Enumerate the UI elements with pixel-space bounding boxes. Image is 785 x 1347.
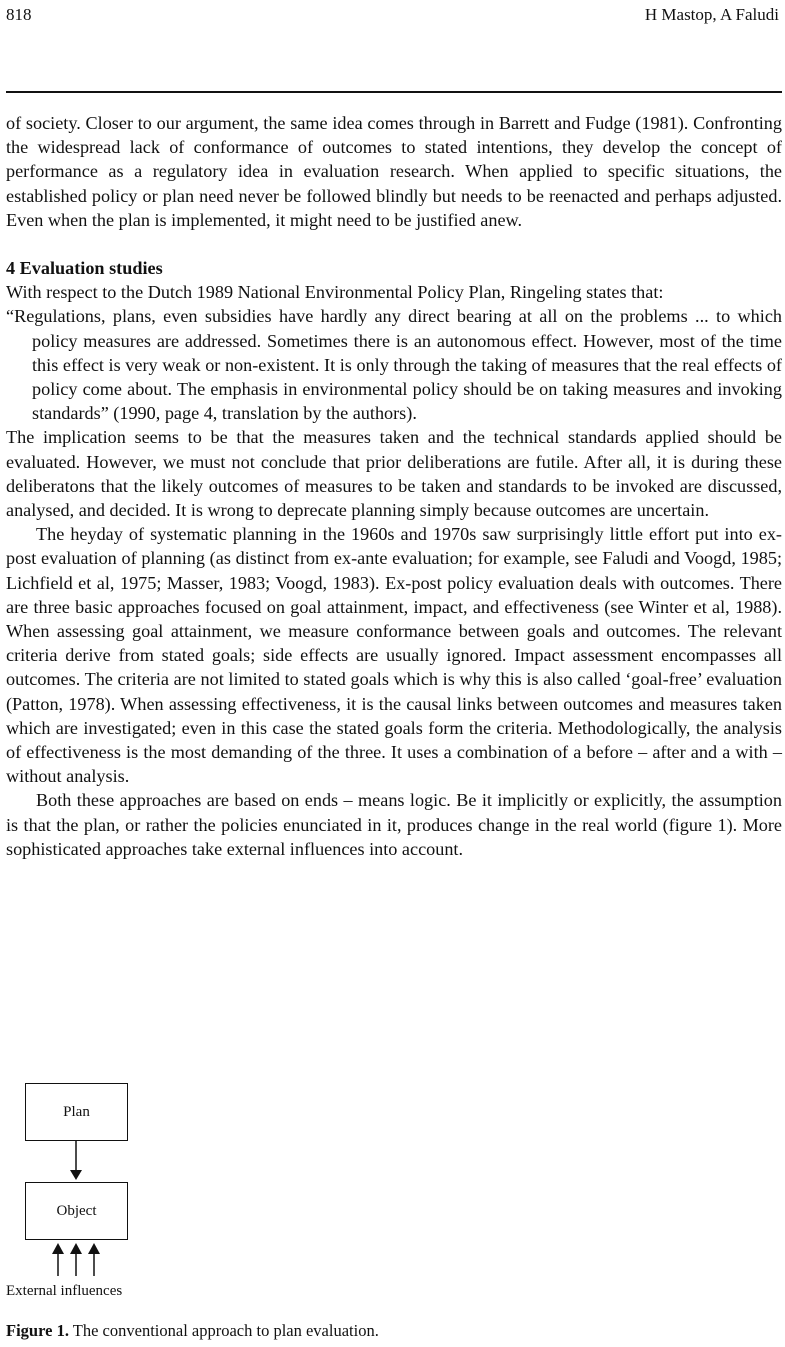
paragraph-continuation: of society. Closer to our argument, the same idea comes through in Barrett and Fudge (1981). Confronting the widespread lack of conformance of outcomes to stated intentions, they develop the concept of performance as a regulatory idea in evaluation research. When applied to specific situations, the established policy or plan need never be followed blindly but needs to be reenacted and perhaps adjusted. Even when the plan is implemented, it might need to be justified anew.: [6, 113, 782, 230]
external-arrow-3-head: [88, 1243, 100, 1254]
section-heading: 4 Evaluation studies: [6, 258, 163, 279]
running-head-authors: H Mastop, A Faludi: [644, 5, 779, 24]
external-arrow-1-head: [52, 1243, 64, 1254]
plan-box-label: Plan: [63, 1103, 90, 1120]
paragraph-heyday: The heyday of systematic planning in the 1960s and 1970s saw surprisingly little effort put into ex-post evaluation of planning (as distinct from ex-ante evaluation; for example, see Faludi and Voogd, 1985; Lichfield et al, 1975; Masser, 1983; Voogd, 1983). Ex-post policy evaluation deals with outcomes. There are three basic approaches focused on goal attainment, impact, and effectiveness (see Winter et al, 1988). When assessing goal attainment, we measure conformance between goals and outcomes. The relevant criteria derive from stated goals; side effects are usually ignored. Impact assessment encompasses all outcomes. The criteria are not limited to stated goals which is why this is also called ‘goal-free’ evaluation (Patton, 1978). When assessing effectiveness, it is the causal links between outcomes and measures taken which are investigated; even in this case the stated goals form the criteria. Methodologically, the analysis of effectiveness is the most demanding of the three. It uses a combination of a before – after and a with – without analysis.: [6, 524, 782, 787]
caption-text: The conventional approach to plan evaluation.: [72, 1321, 379, 1340]
paragraph-approaches: Both these approaches are based on ends – means logic. Be it implicitly or explicitly, the assumption is that the plan, or rather the policies enunciated in it, produces change in the real world (figure 1). More sophisticated approaches take external influences into account.: [6, 790, 782, 859]
external-influences-label: External influences: [6, 1283, 123, 1299]
section-spacer: [6, 232, 782, 256]
plan-to-object-arrowhead: [70, 1170, 82, 1180]
page-number: 818: [6, 5, 32, 24]
object-box: [25, 1182, 128, 1240]
caption-label: Figure 1.: [6, 1321, 69, 1340]
figure-1: [0, 1080, 785, 1347]
header-rule: [6, 91, 782, 93]
block-quote: “Regulations, plans, even subsidies have hardly any direct bearing at all on the problems ... to which policy measures are addressed. Sometimes there is an autonomous effect. However, most of the time this effect is very weak or non-existent. It is only through the taking of measures that the real effects of policy come about. The emphasis in environmental policy should be on taking measures and invoking standards” (1990, page 4, translation by the authors).: [6, 306, 782, 424]
paragraph-intro-quote: With respect to the Dutch 1989 National Environmental Policy Plan, Ringeling states that:: [6, 282, 664, 303]
article-body: [6, 111, 782, 861]
external-arrow-2-head: [70, 1243, 82, 1254]
running-head: [6, 4, 779, 28]
paragraph-implication: The implication seems to be that the measures taken and the technical standards applied should be evaluated. However, we must not conclude that prior deliberations are futile. After all, it is during these deliberatons that the likely outcomes of measures to be taken and standards to be invoked are discussed, analysed, and decided. It is wrong to deprecate planning simply because outcomes are uncertain.: [6, 427, 782, 521]
figure-caption: [6, 1321, 379, 1341]
object-box-label: Object: [56, 1202, 97, 1219]
figure-arrows: [0, 1080, 200, 1280]
